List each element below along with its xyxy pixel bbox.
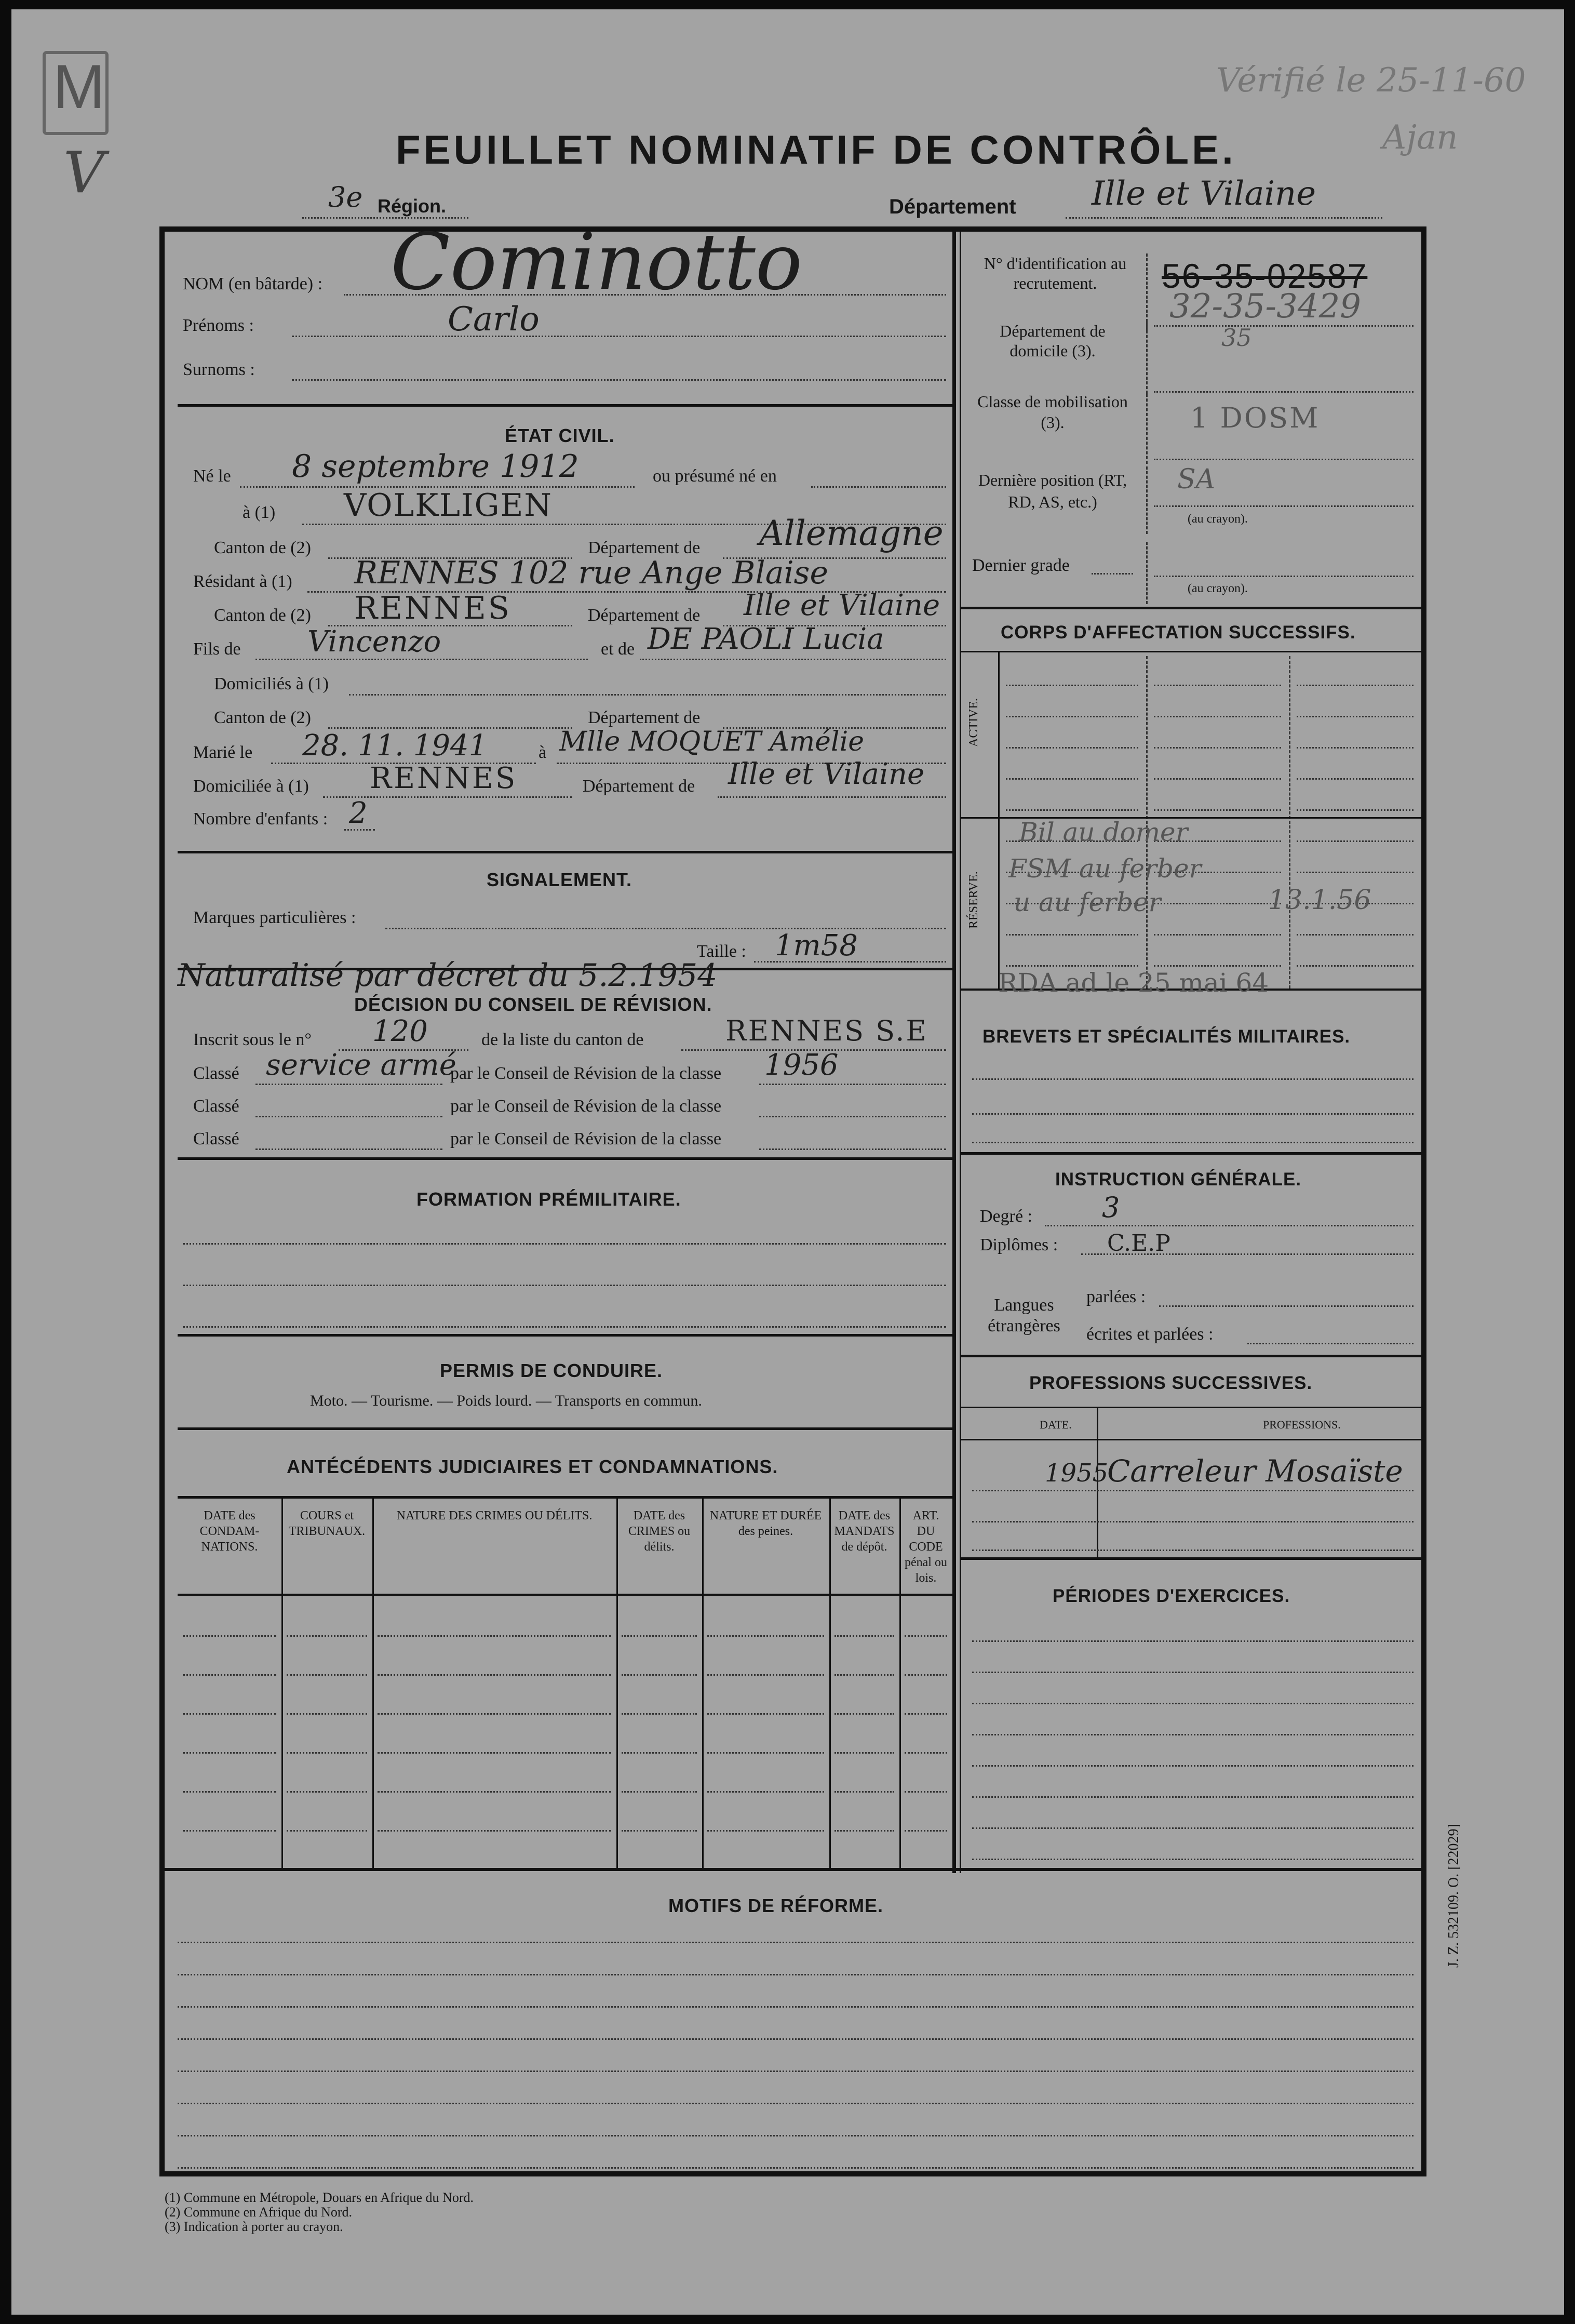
professions-heading: PROFESSIONS SUCCESSIVES. xyxy=(1029,1373,1313,1393)
prof-date-header: DATE. xyxy=(1040,1418,1072,1431)
canton2-label: Canton de (2) xyxy=(214,606,311,625)
footnote-3: (3) Indication à porter au crayon. xyxy=(165,2219,343,2234)
prof-value: Carreleur Mosaïste xyxy=(1107,1453,1403,1489)
classe-label-3: Classé xyxy=(193,1129,239,1148)
ne-a-label: à (1) xyxy=(243,503,276,522)
degre-label: Degré : xyxy=(980,1207,1033,1226)
ne-a-value: VOLKLIGEN xyxy=(344,487,553,524)
antecedents-col-header-2: COURS et TRIBUNAUX. xyxy=(288,1509,366,1538)
verification-initials: Ajan xyxy=(1382,118,1458,157)
domiciliee-label: Domiciliée à (1) xyxy=(193,777,309,796)
dept-dom-value: 35 xyxy=(1221,324,1252,352)
naturalise-note: Naturalisé par décret du 5.2.1954 xyxy=(178,957,718,994)
dept2-value: Ille et Vilaine xyxy=(744,589,940,622)
et-de-value: DE PAOLI Lucia xyxy=(648,622,884,656)
antecedents-col-header-6: DATE des MANDATS de dépôt. xyxy=(834,1509,895,1554)
canton3-label: Canton de (2) xyxy=(214,708,311,727)
inscrit-label: Inscrit sous le n° xyxy=(193,1030,312,1049)
dept3-label: Département de xyxy=(588,708,701,727)
region-label: Région. xyxy=(378,195,446,217)
classe-mob-value: 1 DOSM xyxy=(1190,402,1320,434)
page-title: FEUILLET NOMINATIF DE CONTRÔLE. xyxy=(396,127,1236,172)
dept-dom-label: Département de domicile (3). xyxy=(1000,322,1106,360)
dept4-value: Ille et Vilaine xyxy=(728,757,925,791)
dept1-label: Département de xyxy=(588,538,701,557)
motifs-heading: MOTIFS DE RÉFORME. xyxy=(668,1895,883,1916)
decision-heading: DÉCISION DU CONSEIL DE RÉVISION. xyxy=(354,994,712,1015)
presume-label: ou présumé né en xyxy=(653,466,777,486)
id-value: 32-35-3429 xyxy=(1169,287,1361,326)
departement-value: Ille et Vilaine xyxy=(1092,175,1316,213)
taille-value: 1m58 xyxy=(775,929,858,963)
enfants-label: Nombre d'enfants : xyxy=(193,809,328,829)
nom-value: Cominotto xyxy=(391,217,803,308)
departement-label: Département xyxy=(889,195,1016,218)
degre-value: 3 xyxy=(1102,1191,1120,1224)
center-divider xyxy=(952,232,956,1873)
ne-le-label: Né le xyxy=(193,466,231,486)
domiciliee-value: RENNES xyxy=(370,762,518,795)
id-label: N° d'identification au recrutement. xyxy=(984,254,1127,292)
reserve-label: RÉSERVE. xyxy=(967,871,980,929)
derniere-pos-label: Dernière position (RT, RD, AS, etc.) xyxy=(978,471,1127,511)
reserve-date: 13.1.56 xyxy=(1268,885,1371,916)
parlees-label: parlées : xyxy=(1086,1287,1146,1306)
canton1-label: Canton de (2) xyxy=(214,538,311,557)
reserve-line-3: u au ferber xyxy=(1014,887,1161,917)
dept1-value: Allemagne xyxy=(759,513,944,553)
liste-label: de la liste du canton de xyxy=(481,1030,644,1049)
classe-value: service armé xyxy=(266,1048,456,1082)
ne-le-value: 8 septembre 1912 xyxy=(292,448,579,485)
instruction-heading: INSTRUCTION GÉNÉRALE. xyxy=(1055,1169,1302,1190)
active-label: ACTIVE. xyxy=(967,698,980,747)
surnoms-label: Surnoms : xyxy=(183,360,255,379)
residant-value: RENNES 102 rue Ange Blaise xyxy=(354,555,828,591)
classe-annee: 1956 xyxy=(764,1048,839,1082)
diplomes-label: Diplômes : xyxy=(980,1235,1058,1254)
ecrites-label: écrites et parlées : xyxy=(1086,1325,1214,1344)
id-value-struck: 56-35-02587 xyxy=(1162,257,1368,295)
marques-label: Marques particulières : xyxy=(193,908,356,927)
marie-a-value: Mlle MOQUET Amélie xyxy=(559,726,864,757)
formation-heading: FORMATION PRÉMILITAIRE. xyxy=(416,1188,681,1210)
taille-label: Taille : xyxy=(697,942,746,961)
enfants-value: 2 xyxy=(349,796,368,830)
brevets-heading: BREVETS ET SPÉCIALITÉS MILITAIRES. xyxy=(982,1026,1351,1047)
etat-civil-heading: ÉTAT CIVIL. xyxy=(505,425,615,446)
par-conseil-label-3: par le Conseil de Révision de la classe xyxy=(450,1129,722,1148)
side-code: J. Z. 532109. O. [22029] xyxy=(1446,1824,1462,1968)
footnote-1: (1) Commune en Métropole, Douars en Afrique du Nord. xyxy=(165,2190,474,2205)
residant-label: Résidant à (1) xyxy=(193,572,292,591)
par-conseil-label-2: par le Conseil de Révision de la classe xyxy=(450,1097,722,1116)
antecedents-heading: ANTÉCÉDENTS JUDICIAIRES ET CONDAMNATIONS. xyxy=(287,1456,778,1477)
liste-value: RENNES S.E xyxy=(725,1014,928,1047)
au-crayon-1: (au crayon). xyxy=(1188,512,1248,526)
reserve-line-1: Bil au domer xyxy=(1019,817,1188,847)
derniere-pos-value: SA xyxy=(1177,464,1216,495)
permis-types: Moto. — Tourisme. — Poids lourd. — Transports en commun. xyxy=(310,1392,702,1409)
periodes-heading: PÉRIODES D'EXERCICES. xyxy=(1053,1586,1290,1606)
antecedents-col-header-7: ART. DU CODE pénal ou lois. xyxy=(905,1509,947,1585)
dept2-label: Département de xyxy=(588,606,701,625)
rda-note: RDA ad le 25 mai 64 xyxy=(998,968,1269,998)
langues-label: Langues étrangères xyxy=(988,1295,1060,1335)
footnote-2: (2) Commune en Afrique du Nord. xyxy=(165,2205,353,2220)
prof-header: PROFESSIONS. xyxy=(1263,1418,1341,1431)
classe-mob-label: Classe de mobilisation (3). xyxy=(977,392,1128,432)
antecedents-col-header-1: DATE des CONDAM-NATIONS. xyxy=(199,1509,260,1554)
antecedents-col-header-4: DATE des CRIMES ou délits. xyxy=(628,1509,691,1554)
antecedents-col-header-3: NATURE DES CRIMES OU DÉLITS. xyxy=(396,1509,593,1522)
marie-a-label: à xyxy=(539,743,547,762)
dernier-grade-label: Dernier grade xyxy=(972,556,1070,575)
form-sheet xyxy=(11,9,1564,2315)
marie-label: Marié le xyxy=(193,743,253,762)
par-conseil-label-1: par le Conseil de Révision de la classe xyxy=(450,1064,722,1083)
marie-value: 28. 11. 1941 xyxy=(302,729,488,763)
et-de-label: et de xyxy=(601,639,635,659)
classe-label-2: Classé xyxy=(193,1097,239,1116)
signalement-heading: SIGNALEMENT. xyxy=(487,869,632,890)
prenoms-value: Carlo xyxy=(448,300,540,339)
inscrit-value: 120 xyxy=(372,1014,428,1048)
prof-date: 1955 xyxy=(1045,1459,1109,1488)
margin-mark: V xyxy=(63,139,105,206)
verification-note: Vérifié le 25-11-60 xyxy=(1216,61,1526,100)
canton2-value: RENNES xyxy=(354,590,511,626)
fils-label: Fils de xyxy=(193,639,241,659)
nom-label: NOM (en bâtarde) : xyxy=(183,274,323,293)
region-value: 3e xyxy=(328,181,363,213)
dept4-label: Département de xyxy=(583,777,695,796)
fils-value: Vincenzo xyxy=(307,625,441,659)
permis-heading: PERMIS DE CONDUIRE. xyxy=(440,1360,663,1381)
prenoms-label: Prénoms : xyxy=(183,316,254,335)
corps-heading: CORPS D'AFFECTATION SUCCESSIFS. xyxy=(1001,622,1356,643)
classe-label-1: Classé xyxy=(193,1064,239,1083)
reserve-line-2: FSM au ferber xyxy=(1008,853,1202,884)
domicilies-label: Domiciliés à (1) xyxy=(214,674,329,693)
diplomes-value: C.E.P xyxy=(1107,1230,1170,1257)
antecedents-col-header-5: NATURE ET DURÉE des peines. xyxy=(709,1509,822,1538)
au-crayon-2: (au crayon). xyxy=(1188,582,1248,595)
margin-stamp: M xyxy=(53,52,105,122)
